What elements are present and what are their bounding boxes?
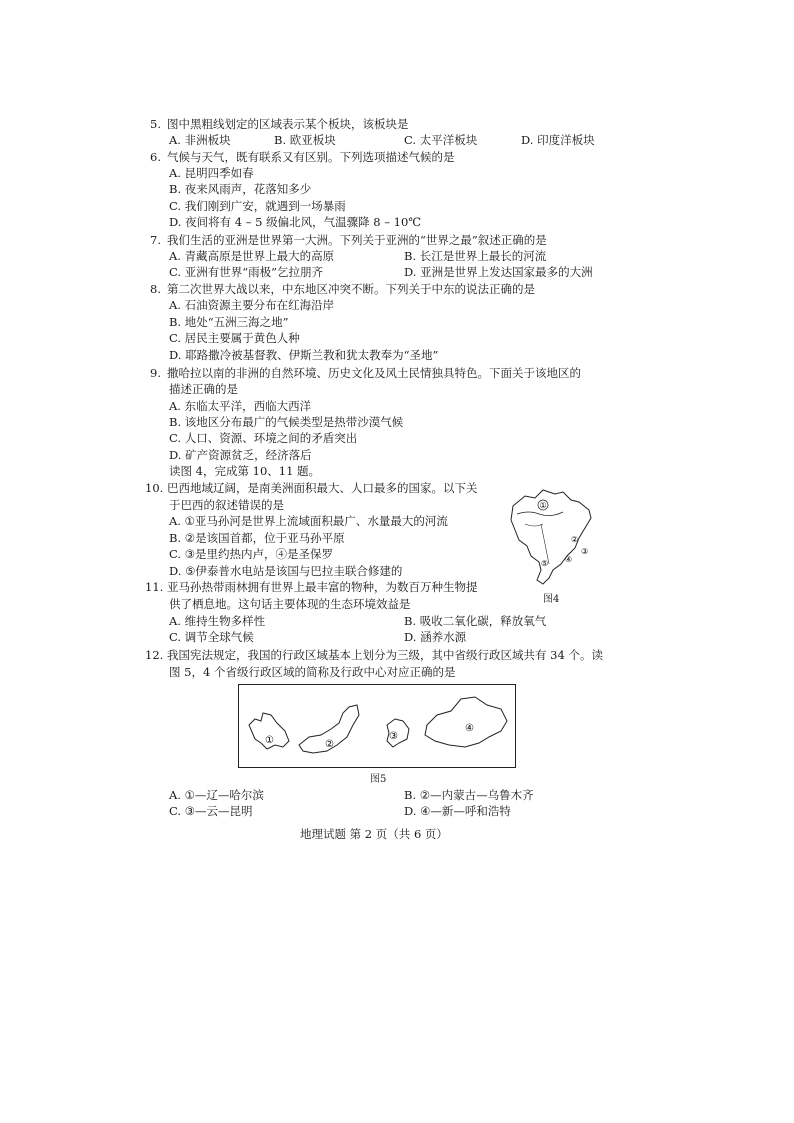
question-number: 10.: [145, 481, 164, 495]
map-label: ②: [571, 535, 579, 544]
question-number: 7.: [150, 233, 161, 247]
province-outlines: [239, 685, 515, 767]
map-label: ①: [539, 501, 547, 510]
question-stem: 巴西地域辽阔，是南美洲面积最大、人口最多的国家。以下关: [167, 481, 478, 495]
question-number: 12.: [145, 648, 164, 662]
option-a: A. 非洲板块: [169, 133, 231, 147]
option-c: C. 居民主要属于黄色人种: [169, 331, 300, 345]
option-d: D. 印度洋板块: [521, 133, 595, 147]
map-label: ④: [465, 723, 474, 734]
question-stem: 第二次世界大战以来，中东地区冲突不断。下列关于中东的说法正确的是: [167, 282, 535, 296]
option-d: D. 亚洲是世界上发达国家最多的大洲: [404, 265, 593, 279]
option-c: C. 太平洋板块: [404, 133, 478, 147]
figure5-caption: 图5: [370, 774, 387, 785]
option-a: A. 维持生物多样性: [169, 614, 266, 628]
question-stem-continued: 于巴西的叙述错误的是: [169, 498, 284, 512]
figure5-box: [238, 684, 516, 768]
option-b: B. 吸收二氧化碳，释放氧气: [404, 614, 547, 628]
map-label: ④: [565, 555, 573, 564]
option-d: D. ⑤伊泰普水电站是该国与巴拉圭联合修建的: [169, 564, 403, 578]
question-stem: 撒哈拉以南的非洲的自然环境、历史文化及风土民情独具特色。下面关于该地区的: [167, 366, 581, 380]
option-a: A. 昆明四季如春: [169, 166, 254, 180]
option-b: B. 欧亚板块: [274, 133, 336, 147]
brazil-map: [505, 484, 595, 589]
option-a: A. 东临太平洋，西临大西洋: [169, 399, 312, 413]
question-stem: 气候与天气，既有联系又有区别。下列选项描述气候的是: [167, 150, 455, 164]
option-a: A. ①亚马孙河是世界上流域面积最广、水量最大的河流: [169, 514, 448, 528]
question-stem: 我国宪法规定，我国的行政区域基本上划分为三级，其中省级行政区域共有 34 个。读: [167, 648, 603, 662]
read-instruction: 读图 4，完成第 10、11 题。: [169, 464, 321, 478]
option-d: D. ④—新—呼和浩特: [404, 804, 511, 818]
question-number: 5.: [150, 117, 161, 131]
option-d: D. 涵养水源: [404, 630, 467, 644]
option-a: A. 青藏高原是世界上最大的高原: [169, 249, 335, 263]
map-label: ②: [325, 739, 334, 750]
option-d: D. 耶路撒冷被基督教、伊斯兰教和犹太教奉为“圣地”: [169, 348, 439, 362]
question-number: 9.: [150, 366, 161, 380]
map-label: ③: [581, 547, 589, 556]
option-c: C. 亚洲有世界“雨极”乞拉朋齐: [169, 265, 323, 279]
question-stem-continued: 图 5，4 个省级行政区域的简称及行政中心对应正确的是: [169, 665, 456, 679]
question-stem: 我们生活的亚洲是世界第一大洲。下列关于亚洲的“世界之最”叙述正确的是: [167, 233, 547, 247]
map-label: ③: [389, 731, 398, 742]
question-stem-continued: 供了栖息地。这句话主要体现的生态环境效益是: [169, 597, 411, 611]
question-stem: 亚马孙热带雨林拥有世界上最丰富的物种，为数百万种生物提: [167, 580, 478, 594]
option-c: C. 我们刚到广安，就遇到一场暴雨: [169, 199, 346, 213]
question-number: 11.: [145, 580, 164, 594]
option-c: C. 调节全球气候: [169, 630, 254, 644]
option-b: B. 该地区分布最广的气候类型是热带沙漠气候: [169, 415, 404, 429]
option-c: C. 人口、资源、环境之间的矛盾突出: [169, 431, 358, 445]
figure4-caption: 图4: [543, 594, 560, 605]
option-d: D. 矿产资源贫乏，经济落后: [169, 448, 312, 462]
question-stem: 图中黑粗线划定的区域表示某个板块，该板块是: [167, 117, 409, 131]
question-stem-continued: 描述正确的是: [169, 382, 238, 396]
page-footer: 地理试题 第 2 页（共 6 页）: [300, 827, 448, 841]
option-a: A. ①—辽—哈尔滨: [169, 788, 264, 802]
option-b: B. 地处“五洲三海之地”: [169, 315, 289, 329]
option-a: A. 石油资源主要分布在红海沿岸: [169, 298, 335, 312]
option-b: B. ②是该国首都，位于亚马孙平原: [169, 531, 345, 545]
option-b: B. 夜来风雨声，花落知多少: [169, 182, 312, 196]
map-label: ①: [265, 735, 274, 746]
option-b: B. ②—内蒙古—乌鲁木齐: [404, 788, 534, 802]
question-number: 6.: [150, 150, 161, 164]
option-d: D. 夜间将有 4 – 5 级偏北风，气温骤降 8 – 10℃: [169, 215, 422, 229]
question-number: 8.: [150, 282, 161, 296]
map-label: ⑤: [541, 559, 549, 568]
option-c: C. ③—云—昆明: [169, 804, 253, 818]
option-b: B. 长江是世界上最长的河流: [404, 249, 547, 263]
option-c: C. ③是里约热内卢，④是圣保罗: [169, 547, 334, 561]
